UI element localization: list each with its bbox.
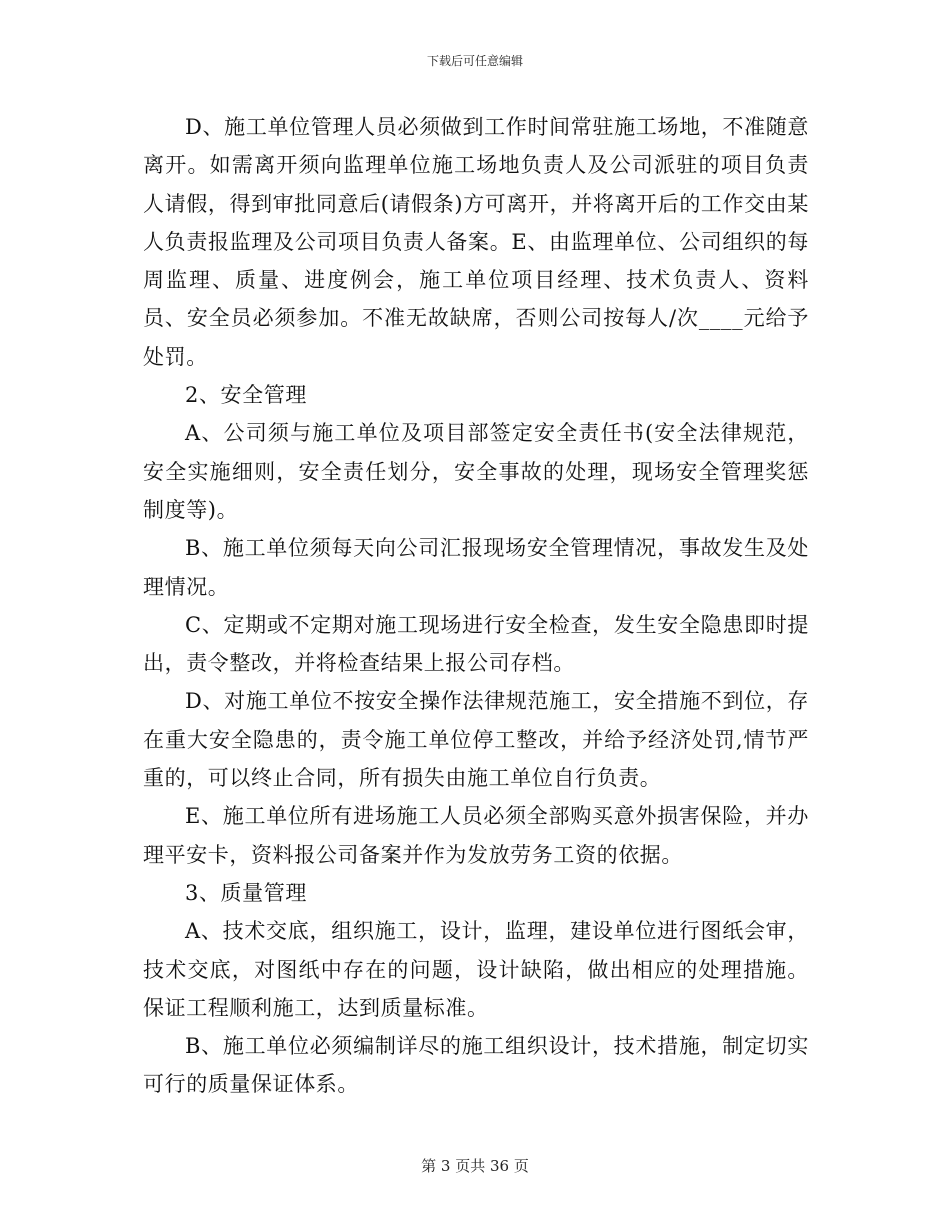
paragraph-a-technical-briefing: A、技术交底，组织施工，设计，监理，建设单位进行图纸会审，技术交底，对图纸中存在的问题，设计缺陷，做出相应的处理措施。保证工程顺利施工，达到质量标准。 bbox=[143, 919, 809, 1020]
paragraph-b-daily-report: B、施工单位须每天向公司汇报现场安全管理情况，事故发生及处理情况。 bbox=[143, 536, 809, 599]
paragraph-c-safety-inspection: C、定期或不定期对施工现场进行安全检查，发生安全隐患即时提出，责令整改，并将检查结果上报公司存档。 bbox=[143, 612, 809, 676]
paragraph-e-insurance: E、施工单位所有进场施工人员必须全部购买意外损害保险，并办理平安卡，资料报公司备案并作为发放劳务工资的依据。 bbox=[143, 804, 809, 867]
page-header: 下载后可任意编辑 bbox=[426, 54, 523, 68]
document-body bbox=[143, 108, 809, 1104]
paragraph-b-construction-plan: B、施工单位必须编制详尽的施工组织设计，技术措施，制定切实可行的质量保证体系。 bbox=[143, 1034, 809, 1097]
paragraph-a-safety-agreement: A、公司须与施工单位及项目部签定安全责任书(安全法律规范，安全实施细则，安全责任划分，安全事故的处理，现场安全管理奖惩制度等)。 bbox=[143, 421, 809, 522]
section-heading-safety: 2、安全管理 bbox=[185, 383, 307, 408]
page-number: 第 3 页共 36 页 bbox=[421, 1157, 529, 1175]
paragraph-d-staff-attendance: D、施工单位管理人员必须做到工作时间常驻施工场地，不准随意离开。如需离开须向监理单位施工场地负责人及公司派驻的项目负责人请假，得到审批同意后(请假条)方可离开，并将离开后的工作交由某人负责报监理及公司项目负责人备案。E、由监理单位、公司组织的每周监理、质量、进度例会，施工单位项目经理、技术负责人、资料员、安全员必须参加。不准无故缺席，否则公司按每人/次____元给予处罚。 bbox=[143, 115, 809, 369]
section-heading-quality: 3、质量管理 bbox=[185, 880, 307, 905]
paragraph-d-violations: D、对施工单位不按安全操作法律规范施工，安全措施不到位，存在重大安全隐患的，责令施工单位停工整改，并给予经济处罚,情节严重的，可以终止合同，所有损失由施工单位自行负责。 bbox=[143, 689, 809, 791]
